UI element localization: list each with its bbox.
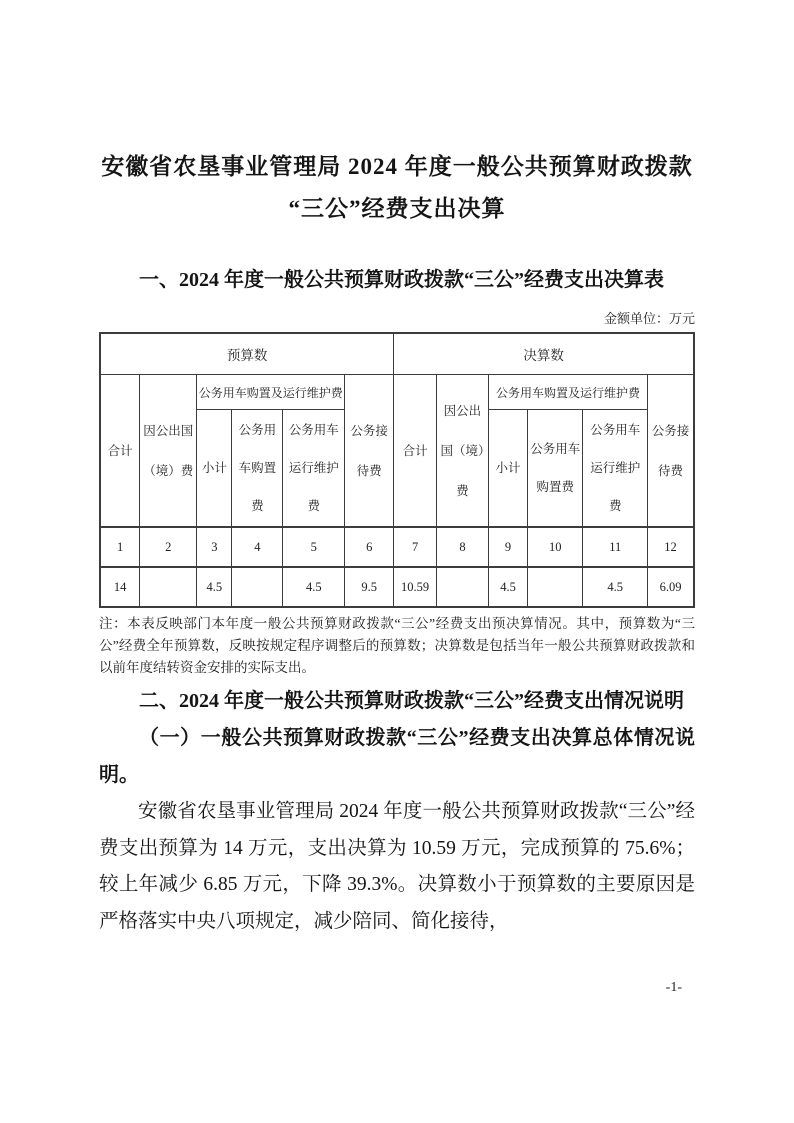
col-header-reception: 公务接待费 (648, 375, 694, 528)
value-cell: 14 (100, 567, 140, 607)
table-group-header-row (100, 333, 694, 375)
value-cell: 4.5 (283, 567, 345, 607)
budget-group-header: 预算数 (100, 333, 394, 375)
col-header-abroad: 因公出国（境）费 (436, 375, 488, 528)
index-cell: 9 (488, 527, 527, 567)
doc-title (99, 146, 695, 230)
section2-paragraph: 安徽省农垦事业管理局 2024 年度一般公共预算财政拨款“三公”经费支出预算为 14 万元，支出决算为 10.59 万元，完成预算的 75.6%；较上年减少 6.85 万元，下降 39.3%。决算数小于预算数的主要原因是严格落实中央八项规定，减少陪同、简化接待， (99, 801, 695, 932)
col-header-abroad: 因公出国（境）费 (140, 375, 197, 528)
index-cell: 5 (283, 527, 345, 567)
table-header-row-upper (100, 375, 694, 410)
col-header-purchase: 公务用车购置费 (232, 410, 283, 528)
col-header-maintenance: 公务用车运行维护费 (583, 410, 648, 528)
index-cell: 7 (394, 527, 437, 567)
col-header-purchase: 公务用车购置费 (528, 410, 583, 528)
value-cell: 9.5 (345, 567, 394, 607)
section1-heading: 一、2024 年度一般公共预算财政拨款“三公”经费支出决算表 (139, 269, 664, 291)
col-header-vehicle-group: 公务用车购置及运行维护费 (197, 375, 345, 410)
col-header-total: 合计 (394, 375, 437, 528)
table-value-row (100, 567, 694, 607)
section2-subheading: （一）一般公共预算财政拨款“三公”经费支出决算总体情况说明。 (99, 727, 695, 786)
value-cell (140, 567, 197, 607)
value-cell: 6.09 (648, 567, 694, 607)
title-line-2: “三公”经费支出决算 (288, 196, 506, 221)
page-number: -1- (665, 980, 682, 995)
value-cell (232, 567, 283, 607)
value-cell: 4.5 (488, 567, 527, 607)
index-cell: 3 (197, 527, 232, 567)
final-group-header: 决算数 (394, 333, 694, 375)
col-header-subtotal: 小计 (488, 410, 527, 528)
col-header-vehicle-group: 公务用车购置及运行维护费 (488, 375, 647, 410)
col-header-reception: 公务接待费 (345, 375, 394, 528)
index-cell: 8 (436, 527, 488, 567)
table-index-row (100, 527, 694, 567)
col-header-subtotal: 小计 (197, 410, 232, 528)
table-note: 注：本表反映部门本年度一般公共预算财政拨款“三公”经费支出预决算情况。其中，预算数为“三公”经费全年预算数，反映按规定程序调整后的预算数；决算数是包括当年一般公共预算财政拨款和以前年度结转资金安排的实际支出。 (99, 616, 695, 675)
unit-label: 金额单位：万元 (603, 311, 695, 326)
page-content (99, 0, 695, 940)
index-cell: 11 (583, 527, 648, 567)
value-cell: 10.59 (394, 567, 437, 607)
title-line-1: 安徽省农垦事业管理局 2024 年度一般公共预算财政拨款 (101, 154, 693, 179)
col-header-maintenance: 公务用车运行维护费 (283, 410, 345, 528)
index-cell: 2 (140, 527, 197, 567)
value-cell (436, 567, 488, 607)
value-cell: 4.5 (583, 567, 648, 607)
index-cell: 1 (100, 527, 140, 567)
value-cell (528, 567, 583, 607)
value-cell: 4.5 (197, 567, 232, 607)
section2-heading: 二、2024 年度一般公共预算财政拨款“三公”经费支出情况说明 (139, 690, 684, 712)
sangong-expense-table (99, 332, 695, 608)
index-cell: 10 (528, 527, 583, 567)
index-cell: 4 (232, 527, 283, 567)
index-cell: 12 (648, 527, 694, 567)
col-header-total: 合计 (100, 375, 140, 528)
index-cell: 6 (345, 527, 394, 567)
